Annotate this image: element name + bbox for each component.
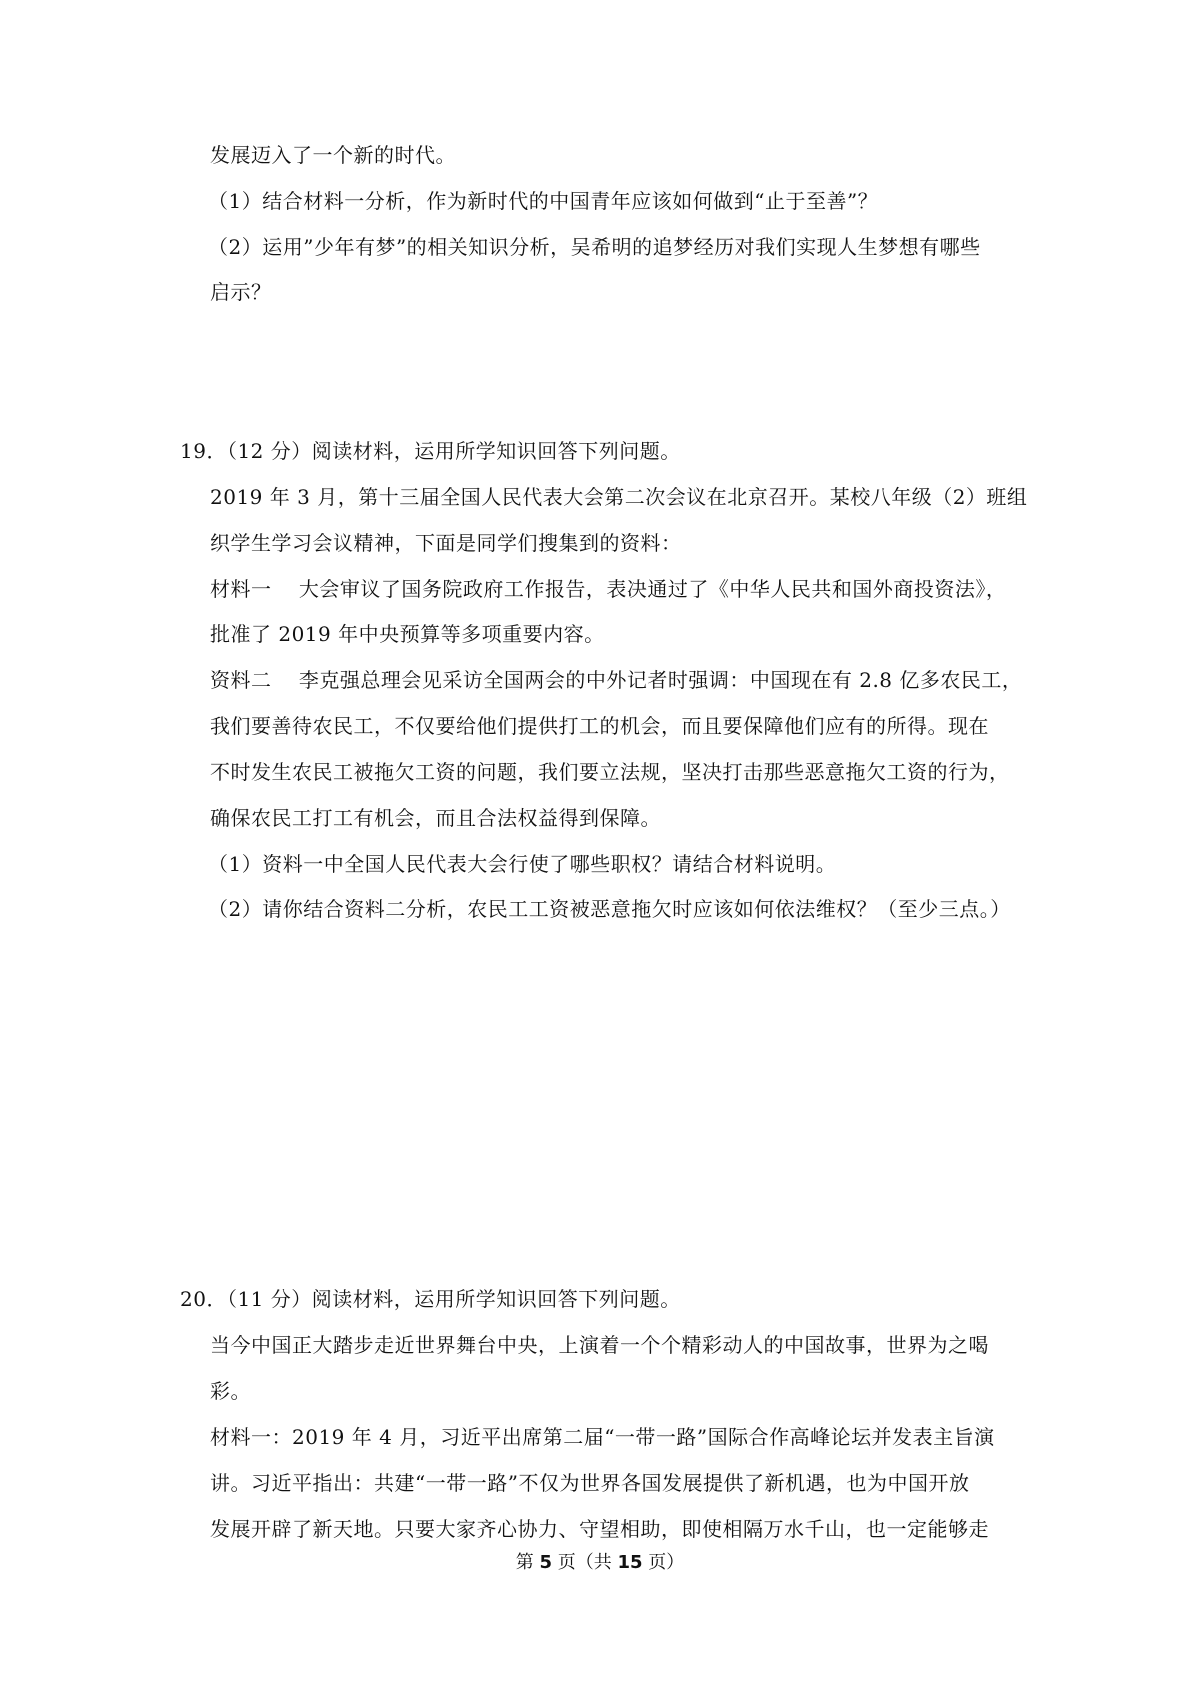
q19-material2-line1: 资料二 李克强总理会见采访全国两会的中外记者时强调：中国现在有 2.8 亿多农民工， [210,668,1023,692]
q19-intro-line2: 织学生学习会议精神，下面是同学们搜集到的资料： [210,531,682,555]
q19-material1-line1: 材料一 大会审议了国务院政府工作报告，表决通过了《中华人民共和国外商投资法》， [210,577,1007,601]
q20-heading: 20．（11 分）阅读材料，运用所学知识回答下列问题。 [180,1287,681,1311]
q18-subquestion-2-line2: 启示？ [210,280,272,304]
q20-intro-line2: 彩。 [210,1379,251,1403]
q19-intro-line1: 2019 年 3 月，第十三届全国人民代表大会第二次会议在北京召开。某校八年级（2）班组 [210,485,1028,509]
footer-suffix: 页） [642,1552,685,1573]
page-footer [0,1552,1200,1574]
q20-intro-line1: 当今中国正大踏步走近世界舞台中央，上演着一个个精彩动人的中国故事，世界为之喝 [210,1333,989,1357]
q20-material1-line2: 讲。习近平指出：共建“一带一路”不仅为世界各国发展提供了新机遇，也为中国开放 [210,1471,970,1495]
q19-material2-line3: 不时发生农民工被拖欠工资的问题，我们要立法规，坚决打击那些恶意拖欠工资的行为， [210,760,1010,784]
q19-material2-line4: 确保农民工打工有机会，而且合法权益得到保障。 [210,806,661,830]
q20-material1-line3: 发展开辟了新天地。只要大家齐心协力、守望相助，即使相隔万水千山，也一定能够走 [210,1517,989,1541]
footer-total-pages: 15 [617,1552,643,1573]
q19-subquestion-1: （1）资料一中全国人民代表大会行使了哪些职权？请结合材料说明。 [208,852,837,876]
q18-continuation: 发展迈入了一个新的时代。 [210,143,456,167]
q19-material2-line2: 我们要善待农民工，不仅要给他们提供打工的机会，而且要保障他们应有的所得。现在 [210,714,989,738]
q18-subquestion-2-line1: （2）运用”少年有梦”的相关知识分析，吴希明的追梦经历对我们实现人生梦想有哪些 [208,235,981,259]
footer-page-number: 5 [539,1552,552,1573]
footer-prefix: 第 [515,1552,540,1573]
q19-subquestion-2: （2）请你结合资料二分析，农民工工资被恶意拖欠时应该如何依法维权？（至少三点。） [208,897,1011,921]
q19-heading: 19．（12 分）阅读材料，运用所学知识回答下列问题。 [180,439,681,463]
q19-material1-line2: 批准了 2019 年中央预算等多项重要内容。 [210,622,605,646]
footer-middle: 页（共 [552,1552,618,1573]
q18-subquestion-1: （1）结合材料一分析，作为新时代的中国青年应该如何做到“止于至善”？ [208,189,879,213]
q20-material1-line1: 材料一：2019 年 4 月，习近平出席第二届“一带一路”国际合作高峰论坛并发表主旨演 [210,1425,995,1449]
